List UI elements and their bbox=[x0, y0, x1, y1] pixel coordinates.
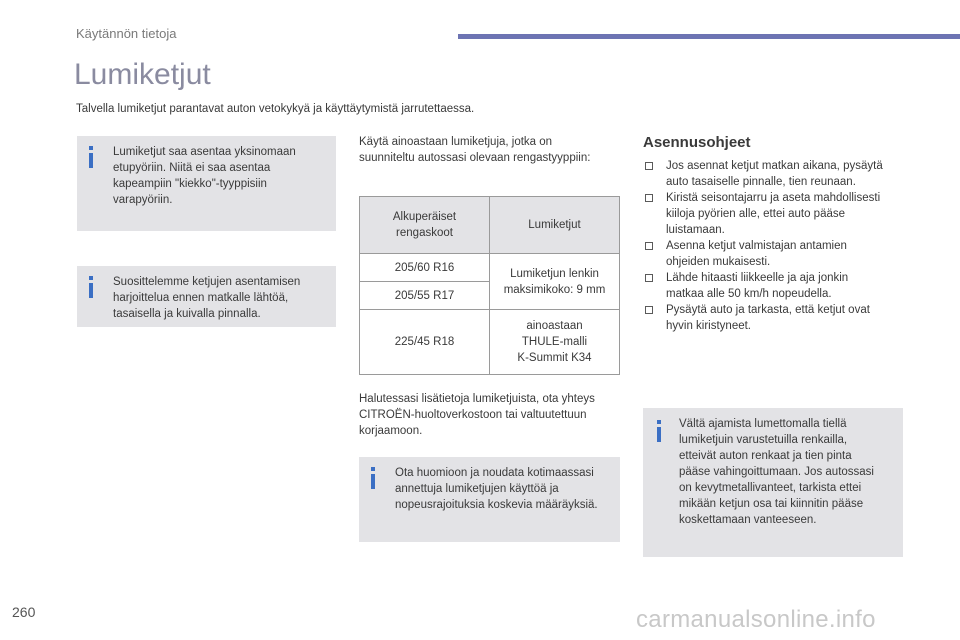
checkbox-bullet-icon bbox=[645, 242, 653, 250]
info-icon bbox=[87, 276, 95, 298]
text-line: nopeusrajoituksia koskevia määräyksiä. bbox=[395, 499, 598, 511]
chain-cell: ainoastaan THULE-malli K-Summit K34 bbox=[490, 310, 620, 375]
column-header-chains: Lumiketjut bbox=[490, 197, 620, 254]
checkbox-bullet-icon bbox=[645, 274, 653, 282]
text-line: etupyöriin. Niitä ei saa asentaa bbox=[113, 162, 271, 174]
text-line: Jos asennat ketjut matkan aikana, pysäytä bbox=[666, 160, 883, 172]
info-box-practice bbox=[77, 266, 336, 327]
chain-cell: Lumiketjun lenkin maksimikoko: 9 mm bbox=[490, 254, 620, 310]
text-line: CITROËN-huoltoverkostoon tai valtuutettuun bbox=[359, 409, 587, 421]
page-number: 260 bbox=[12, 604, 36, 620]
section-title: Käytännön tietoja bbox=[76, 26, 177, 41]
text-line: mikään ketjun osa tai kiinnitin pääse bbox=[679, 498, 864, 510]
checkbox-bullet-icon bbox=[645, 194, 653, 202]
page-title: Lumiketjut bbox=[74, 58, 211, 91]
installation-steps bbox=[643, 158, 903, 334]
text-line: annettuja lumiketjujen käyttöä ja bbox=[395, 483, 559, 495]
text-line: etteivät auton renkaat ja tien pinta bbox=[679, 450, 852, 462]
list-item bbox=[643, 238, 903, 270]
text-line: Käytä ainoastaan lumiketjuja, jotka on bbox=[359, 136, 553, 148]
tyre-size-cell: 205/60 R16 bbox=[360, 254, 490, 282]
text-line: harjoittelua ennen matkalle lähtöä, bbox=[113, 292, 289, 304]
watermark: carmanualsonline.info bbox=[636, 606, 876, 633]
text-line: Ota huomioon ja noudata kotimaassasi bbox=[395, 467, 594, 479]
text-line: Lumiketjut saa asentaa yksinomaan bbox=[113, 146, 296, 158]
column-header-tyres: Alkuperäiset rengaskoot bbox=[360, 197, 490, 254]
intro-text: Talvella lumiketjut parantavat auton vetokykyä ja käyttäytymistä jarrutettaessa. bbox=[76, 103, 475, 115]
text-line: Suosittelemme ketjujen asentamisen bbox=[113, 276, 301, 288]
info-icon bbox=[655, 420, 663, 442]
text-line: Pysäytä auto ja tarkasta, että ketjut ovat bbox=[666, 304, 870, 316]
text-line: Lähde hitaasti liikkeelle ja aja jonkin bbox=[666, 272, 849, 284]
text-line: auto tasaiselle pinnalle, tien reunaan. bbox=[666, 176, 856, 188]
info-box-front-wheels bbox=[77, 136, 336, 231]
info-icon bbox=[87, 146, 95, 168]
info-text bbox=[113, 274, 326, 322]
text-line: varapyöriin. bbox=[113, 194, 173, 206]
text-line: suunniteltu autossasi olevaan rengastyyppiin: bbox=[359, 152, 591, 164]
tyre-size-cell: 205/55 R17 bbox=[360, 282, 490, 310]
text-line: kiiloja pyörien alle, ettei auto pääse bbox=[666, 208, 846, 220]
text-line: kapeampiin "kiekko"-tyyppisiin bbox=[113, 178, 267, 190]
text-line: Kiristä seisontajarru ja aseta mahdollisesti bbox=[666, 192, 881, 204]
text-line: korjaamoon. bbox=[359, 425, 423, 437]
text-line: on kevytmetallivanteet, tarkista ettei bbox=[679, 482, 862, 494]
info-box-regulations bbox=[359, 457, 620, 542]
info-icon bbox=[369, 467, 377, 489]
text-line: Vältä ajamista lumettomalla tiellä bbox=[679, 418, 847, 430]
list-item bbox=[643, 158, 903, 190]
text-line: lumiketjuin varustetuilla renkailla, bbox=[679, 434, 848, 446]
info-text bbox=[113, 144, 326, 208]
header-accent-bar bbox=[458, 34, 960, 39]
list-item bbox=[643, 190, 903, 238]
more-info-text bbox=[359, 391, 595, 439]
tyre-size-cell: 225/45 R18 bbox=[360, 310, 490, 375]
info-text bbox=[679, 416, 893, 528]
info-text bbox=[395, 465, 610, 513]
text-line: tasaisella ja kuivalla pinnalla. bbox=[113, 308, 261, 320]
checkbox-bullet-icon bbox=[645, 162, 653, 170]
text-line: koskettamaan vanteeseen. bbox=[679, 514, 817, 526]
text-line: Halutessasi lisätietoja lumiketjuista, ota yhteys bbox=[359, 393, 595, 405]
installation-heading: Asennusohjeet bbox=[643, 134, 751, 151]
use-only-text bbox=[359, 134, 590, 166]
text-line: matkaa alle 50 km/h nopeudella. bbox=[666, 288, 832, 300]
text-line: luistamaan. bbox=[666, 224, 725, 236]
snow-chain-table bbox=[359, 196, 620, 375]
text-line: hyvin kiristyneet. bbox=[666, 320, 752, 332]
list-item bbox=[643, 302, 903, 334]
info-box-avoid bbox=[643, 408, 903, 557]
checkbox-bullet-icon bbox=[645, 306, 653, 314]
list-item bbox=[643, 270, 903, 302]
text-line: ohjeiden mukaisesti. bbox=[666, 256, 771, 268]
text-line: Asenna ketjut valmistajan antamien bbox=[666, 240, 847, 252]
text-line: pääse vahingoittumaan. Jos autossasi bbox=[679, 466, 874, 478]
